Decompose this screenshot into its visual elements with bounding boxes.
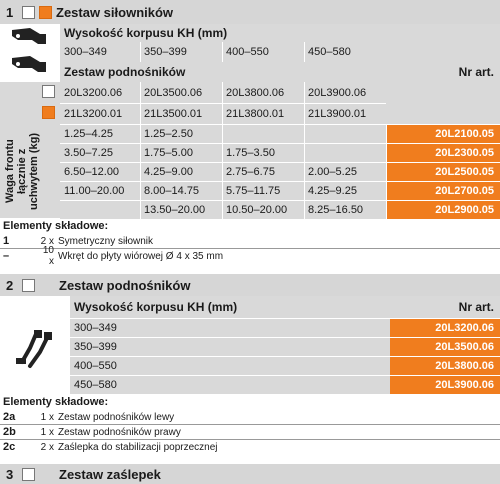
height-range-2: 350–399 <box>144 46 187 58</box>
section-2-header <box>0 274 500 296</box>
lifter-orange-marker <box>42 106 55 119</box>
lifter-set-label: Zestaw podnośników <box>64 65 186 79</box>
components-title-1: Elementy składowe: <box>3 220 109 232</box>
lifter-code-white-3: 20L3800.06 <box>226 86 285 99</box>
height-label: Wysokość korpusu KH (mm) <box>64 26 228 40</box>
section-3-checkbox[interactable] <box>22 468 35 481</box>
weight-cell: 11.00–20.00 <box>64 184 125 197</box>
lifter-code-white-4: 20L3900.06 <box>308 86 367 99</box>
weight-cell: 4.25–9.00 <box>144 165 193 178</box>
lifter-code-white-2: 20L3500.06 <box>144 86 203 99</box>
lifter-code-orange-1: 21L3200.01 <box>64 107 123 120</box>
component-qty: 10 x <box>42 245 54 267</box>
component-desc: Zestaw podnośników prawy <box>58 426 181 438</box>
section-2-checkbox[interactable] <box>22 279 35 292</box>
component-desc: Symetryczny siłownik <box>58 235 154 247</box>
component-qty: 2 x <box>40 441 54 453</box>
weight-cell: 8.25–16.50 <box>308 203 364 216</box>
component-desc: Wkręt do płyty wiórowej Ø 4 x 35 mm <box>58 250 224 262</box>
article-number: 20L2500.05 <box>386 162 500 181</box>
height-range-3: 400–550 <box>226 46 269 58</box>
weight-cell: 8.00–14.75 <box>144 184 200 197</box>
section-1-number: 1 <box>6 4 14 20</box>
article-number: 20L2100.05 <box>386 124 500 143</box>
actuator-icon <box>0 24 60 82</box>
weight-cell <box>304 124 386 143</box>
section-2-title: Zestaw podnośników <box>59 277 191 293</box>
lifter-range: 400–550 <box>74 359 117 372</box>
component-id: 2b <box>3 426 16 438</box>
section-3-header <box>0 464 500 484</box>
section-1-orange-marker <box>39 6 52 19</box>
components-title-2: Elementy składowe: <box>3 396 109 408</box>
component-id: 2a <box>3 411 16 423</box>
article-number: 20L3900.06 <box>390 375 500 394</box>
s2-height-label: Wysokość korpusu KH (mm) <box>74 300 238 314</box>
component-desc: Zestaw podnośników lewy <box>58 411 175 423</box>
lifter-set-icon <box>0 296 70 394</box>
component-desc: Zaślepka do stabilizacji poprzecznej <box>58 441 218 453</box>
section-1-title: Zestaw siłowników <box>56 4 174 20</box>
weight-cell: 10.50–20.00 <box>226 203 288 216</box>
component-qty: 1 x <box>40 411 54 423</box>
section-3-number: 3 <box>6 466 14 482</box>
lifter-range: 450–580 <box>74 378 117 391</box>
component-qty: 1 x <box>40 426 54 438</box>
lifter-range: 300–349 <box>74 321 117 334</box>
weight-cell <box>222 124 304 143</box>
lifter-range: 350–399 <box>74 340 117 353</box>
weight-label: Waga frontu łącznie z uchwytem (kg) <box>4 132 40 210</box>
section-1-checkbox[interactable] <box>22 6 35 19</box>
component-row <box>0 425 500 439</box>
weight-cell: 1.25–2.50 <box>144 127 193 140</box>
component-id: 2c <box>3 441 16 453</box>
article-number: 20L2300.05 <box>386 143 500 162</box>
art-label-2: Nr art. <box>458 300 494 314</box>
section-2-number: 2 <box>6 277 14 293</box>
weight-cell: 2.75–6.75 <box>226 165 275 178</box>
lifter-code-white-1: 20L3200.06 <box>64 86 123 99</box>
weight-cell: 1.75–3.50 <box>226 146 275 159</box>
article-number: 20L3800.06 <box>390 356 500 375</box>
weight-cell: 4.25–9.25 <box>308 184 357 197</box>
weight-cell: 1.75–5.00 <box>144 146 193 159</box>
weight-cell: 2.00–5.25 <box>308 165 357 178</box>
weight-cell: 6.50–12.00 <box>64 165 120 178</box>
component-row <box>0 234 500 248</box>
component-id: – <box>3 250 10 262</box>
lifter-code-orange-4: 21L3900.01 <box>308 107 367 120</box>
weight-cell: 1.25–4.25 <box>64 127 113 140</box>
weight-cell <box>304 143 386 162</box>
lifter-code-orange-3: 21L3800.01 <box>226 107 285 120</box>
article-number: 20L2900.05 <box>386 200 500 219</box>
weight-cell <box>60 200 140 219</box>
section-1-header <box>0 0 500 24</box>
lifter-image-area <box>0 296 70 394</box>
lifter-white-checkbox[interactable] <box>42 85 55 98</box>
component-qty: 2 x <box>40 235 54 247</box>
art-label-1: Nr art. <box>458 65 494 79</box>
weight-cell: 3.50–7.25 <box>64 146 113 159</box>
component-id: 1 <box>3 235 10 247</box>
lifter-code-orange-2: 21L3500.01 <box>144 107 203 120</box>
weight-cell: 13.50–20.00 <box>144 203 206 216</box>
section-3-title: Zestaw zaślepek <box>59 466 161 482</box>
height-range-4: 450–580 <box>308 46 351 58</box>
article-number: 20L3200.06 <box>390 318 500 337</box>
article-number: 20L2700.05 <box>386 181 500 200</box>
component-row <box>0 410 500 424</box>
actuator-image-area <box>0 24 60 82</box>
component-row <box>0 440 500 454</box>
article-number: 20L3500.06 <box>390 337 500 356</box>
weight-cell: 5.75–11.75 <box>226 184 281 197</box>
component-row <box>0 245 500 267</box>
height-range-1: 300–349 <box>64 46 107 58</box>
